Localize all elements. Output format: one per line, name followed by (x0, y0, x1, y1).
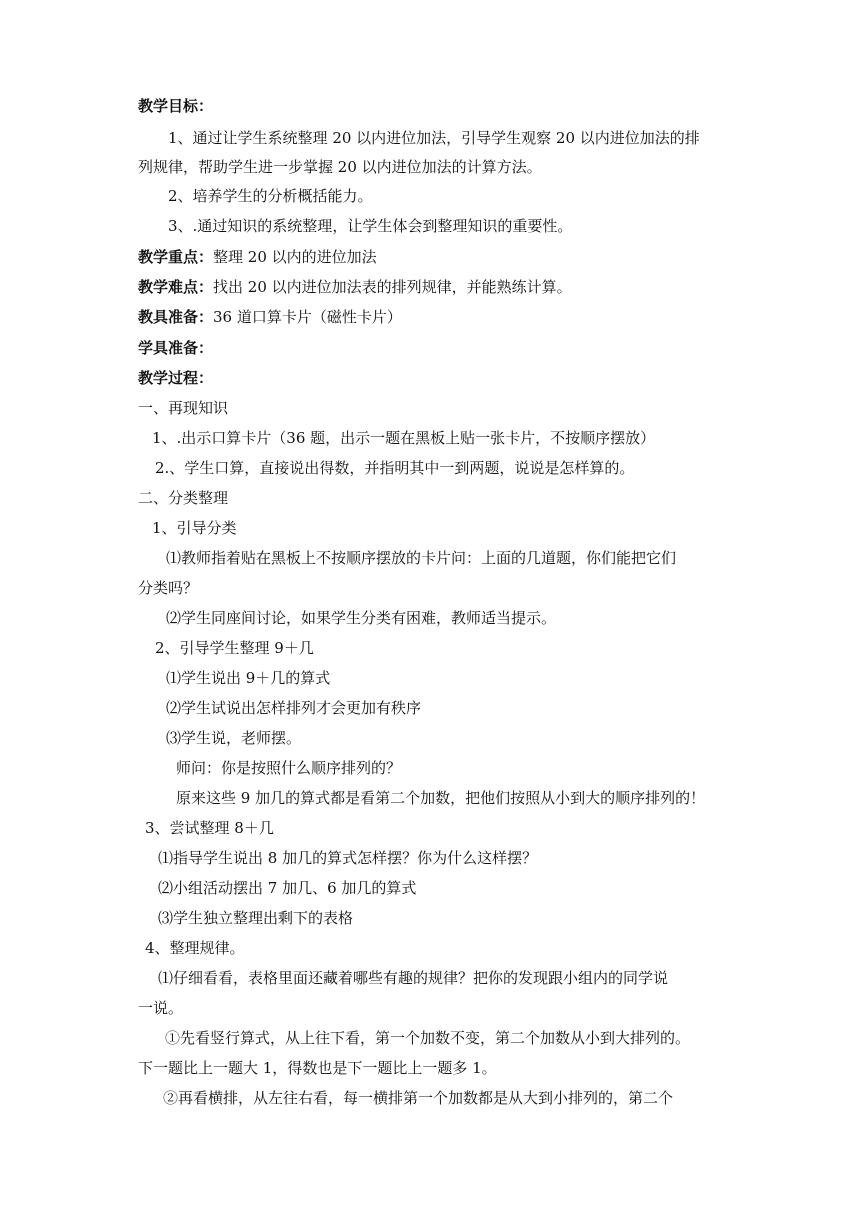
teacher-question: 师问：你是按照什么顺序排列的？ (176, 759, 402, 777)
section-2-step-1-item-2: ⑵学生同座间讨论，如果学生分类有困难，教师适当提示。 (166, 609, 557, 627)
rule-row-line-1: ②再看横排，从左往右看，每一横排第一个加数都是从大到小排列的，第二个 (163, 1089, 674, 1107)
section-2-step-2-item-3: ⑶学生说，老师摆。 (166, 729, 302, 747)
key-point-text: 整理 20 以内的进位加法 (213, 248, 377, 266)
process-label: 教学过程： (138, 369, 214, 387)
section-2-step-3: 3、尝试整理 8＋几 (145, 819, 274, 837)
section-1-heading: 一、再现知识 (138, 399, 229, 417)
objective-1-line-2: 列规律，帮助学生进一步掌握 20 以内进位加法的计算方法。 (138, 158, 542, 176)
objective-3: 3、.通过知识的系统整理，让学生体会到整理知识的重要性。 (168, 217, 573, 235)
section-1-item-2: 2.、学生口算，直接说出得数，并指明其中一到两题，说说是怎样算的。 (155, 459, 635, 477)
difficulty (138, 276, 572, 298)
section-2-step-2: 2、引导学生整理 9＋几 (155, 639, 314, 657)
section-2-step-1-item-1-line-2: 分类吗？ (138, 579, 199, 597)
section-2-step-3-item-3: ⑶学生独立整理出剩下的表格 (158, 909, 354, 927)
objective-1-line-1: 1、通过让学生系统整理 20 以内进位加法，引导学生观察 20 以内进位加法的排 (168, 129, 700, 147)
section-2-step-1-item-1-line-1: ⑴教师指着贴在黑板上不按顺序摆放的卡片问：上面的几道题，你们能把它们 (166, 549, 677, 567)
section-2-step-2-item-1: ⑴学生说出 9＋几的算式 (166, 669, 331, 687)
teaching-tools (138, 306, 402, 328)
key-point-label: 教学重点： (138, 248, 214, 266)
section-2-step-3-item-2: ⑵小组活动摆出 7 加几、6 加几的算式 (158, 879, 417, 897)
section-2-step-4-item-1-line-1: ⑴仔细看看，表格里面还藏着哪些有趣的规律？把你的发现跟小组内的同学说 (158, 969, 669, 987)
teaching-tools-label: 教具准备： (138, 308, 214, 326)
key-point (138, 246, 377, 268)
rule-column-line-2: 下一题比上一题大 1，得数也是下一题比上一题多 1。 (138, 1059, 497, 1077)
section-2-step-3-item-1: ⑴指导学生说出 8 加几的算式怎样摆？你为什么这样摆？ (158, 849, 538, 867)
objectives-heading: 教学目标： (138, 97, 214, 115)
section-2-step-1: 1、引导分类 (152, 519, 237, 537)
rule-column-line-1: ①先看竖行算式，从上往下看，第一个加数不变，第二个加数从小到大排列的。 (165, 1029, 691, 1047)
difficulty-text: 找出 20 以内进位加法表的排列规律，并能熟练计算。 (213, 278, 572, 296)
section-2-step-4: 4、整理规律。 (145, 939, 245, 957)
teacher-answer: 原来这些 9 加几的算式都是看第二个加数，把他们按照从小到大的顺序排列的！ (176, 789, 706, 807)
section-2-heading: 二、分类整理 (138, 489, 229, 507)
section-2-step-4-item-1-line-2: 一说。 (138, 999, 184, 1017)
section-2-step-2-item-2: ⑵学生试说出怎样排列才会更加有秩序 (166, 699, 422, 717)
section-1-item-1: 1、.出示口算卡片（36 题，出示一题在黑板上贴一张卡片，不按顺序摆放） (152, 429, 656, 447)
objective-2: 2、培养学生的分析概括能力。 (168, 187, 373, 205)
teaching-tools-text: 36 道口算卡片（磁性卡片） (213, 308, 402, 326)
student-tools-label: 学具准备： (138, 339, 214, 357)
difficulty-label: 教学难点： (138, 278, 214, 296)
